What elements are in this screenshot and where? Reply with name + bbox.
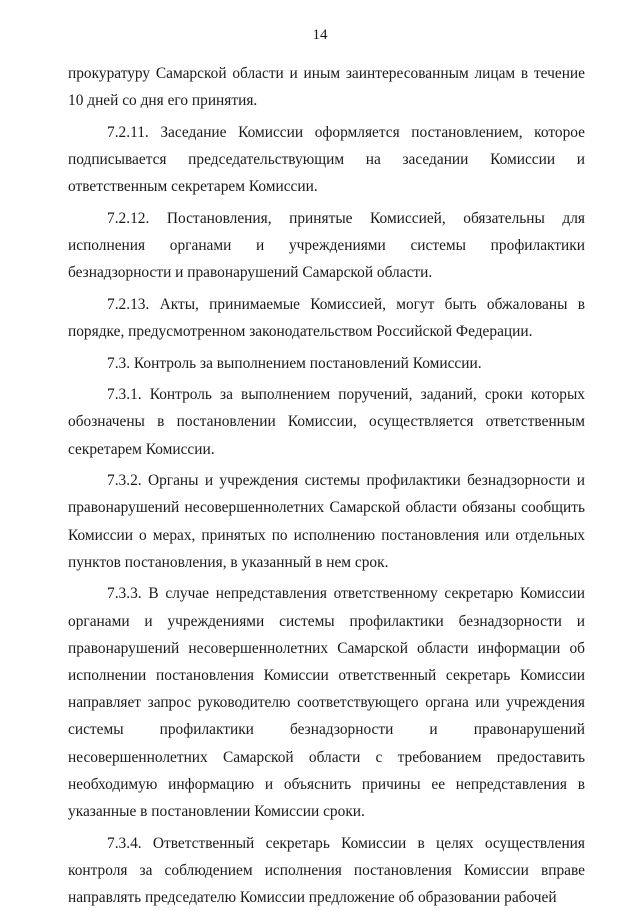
paragraph-7-3-1: 7.3.1. Контроль за выполнением поручений, заданий, сроки которых обозначены в постановлении Комиссии, осуществляется ответственным секретарем Комиссии. (68, 386, 585, 458)
paragraph-7-2-12: 7.2.12. Постановления, принятые Комиссией, обязательны для исполнения органами и учреждениями системы профилактики безнадзорности и правонарушений Самарской области. (68, 209, 585, 282)
paragraph-continuation: прокуратуру Самарской области и иным заинтересованным лицам в течение 10 дней со дня его принятия. (68, 65, 585, 110)
page-number: 14 (312, 27, 328, 43)
paragraph-7-2-11: 7.2.11. Заседание Комиссии оформляется постановлением, которое подписывается председательствующим на заседании Комиссии и ответственным секретарем Комиссии. (68, 123, 585, 196)
paragraph-7-3-2: 7.3.2. Органы и учреждения системы профилактики безнадзорности и правонарушений несовершеннолетних Самарской области обязаны сообщить Комиссии о мерах, принятых по исполнению постановления или отдельных пунктов постановления, в указанный в нем срок. (68, 472, 585, 571)
paragraph-7-3-3: 7.3.3. В случае непредставления ответственному секретарю Комиссии органами и учреждениями системы профилактики безнадзорности и правонарушений несовершеннолетних Самарской области информации об исполнении постановления Комиссии ответственный секретарь Комиссии направляет запрос руководителю соответствующего органа или учреждения системы профилактики безнадзорности и правонарушений несовершеннолетних Самарской области с требованием предоставить необходимую информацию и объяснить причины ее непредставления в указанные в постановлении Комиссии сроки. (68, 585, 585, 821)
paragraph-7-3-4: 7.3.4. Ответственный секретарь Комиссии в целях осуществления контроля за соблюдением исполнения постановления Комиссии вправе направлять председателю Комиссии предложение об образовании рабочей (68, 834, 585, 907)
paragraph-7-3: 7.3. Контроль за выполнением постановлений Комиссии. (107, 354, 482, 372)
paragraph-7-2-13: 7.2.13. Акты, принимаемые Комиссией, могут быть обжалованы в порядке, предусмотренном законодательством Российской Федерации. (68, 295, 585, 340)
document-body (68, 60, 585, 911)
